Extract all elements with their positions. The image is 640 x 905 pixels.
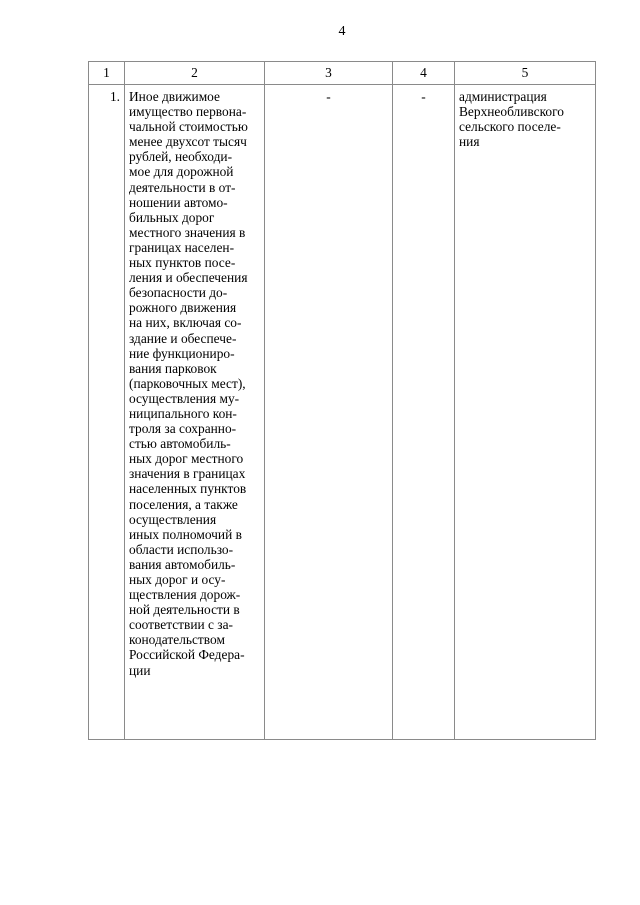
description-cell (125, 85, 265, 740)
description-line: менее двухсот тысяч (129, 134, 247, 150)
description-line: Российской Федера- (129, 647, 245, 663)
description-line: стью автомобиль- (129, 436, 231, 452)
description-line: деятельности в от- (129, 179, 236, 195)
description-line: ции (129, 662, 151, 678)
owner-line: ния (459, 134, 480, 150)
description-line: ние функциониро- (129, 345, 235, 361)
property-table (88, 61, 596, 740)
description-line: вания парковок (129, 360, 217, 376)
description-line: троля за сохранно- (129, 421, 237, 437)
description-line: ных дорог и осу- (129, 572, 226, 587)
description-line: ношении автомо- (129, 194, 228, 210)
description-line: безопасности до- (129, 285, 228, 301)
description-line: ных пунктов посе- (129, 255, 236, 271)
description-line: бильных дорог (129, 209, 215, 225)
description-line: рожного движения (129, 300, 237, 316)
column-3-cell: - (265, 85, 393, 740)
owner-line: сельского поселе- (459, 119, 561, 135)
description-line: вания автомобиль- (129, 556, 236, 572)
description-line: значения в границах (129, 466, 246, 482)
description-line: населенных пунктов (129, 481, 247, 497)
description-line: конодательством (129, 632, 225, 648)
description-line: Иное движимое (129, 89, 220, 104)
description-line: мое для дорожной (129, 164, 234, 180)
description-line: соответствии с за- (129, 617, 233, 633)
description-line: ществления дорож- (129, 587, 241, 603)
description-line: ления и обеспечения (129, 270, 248, 286)
column-header-1: 1 (89, 62, 125, 85)
description-line: имущество первона- (129, 104, 247, 120)
description-line: осуществления му- (129, 390, 240, 406)
column-4-cell: - (393, 85, 455, 740)
description-line: на них, включая со- (129, 315, 242, 331)
owner-cell (455, 85, 596, 740)
description-line: (парковочных мест), (129, 375, 246, 391)
description-line: ных дорог местного (129, 451, 244, 467)
table-row (89, 85, 596, 740)
column-header-5: 5 (455, 62, 596, 85)
description-line: границах населен- (129, 239, 235, 255)
page-number: 4 (338, 24, 346, 39)
description-line: области использо- (129, 541, 234, 557)
description-line: рублей, необходи- (129, 149, 233, 165)
description-line: поселения, а также (129, 496, 238, 512)
owner-line: администрация (459, 89, 547, 104)
description-line: чальной стоимостью (129, 119, 248, 135)
description-line: иных полномочий в (129, 526, 242, 542)
row-number-cell: 1. (89, 85, 125, 740)
column-header-3: 3 (265, 62, 393, 85)
description-line: ной деятельности в (129, 602, 240, 618)
description-line: осуществления (129, 511, 217, 527)
table-header-row (89, 62, 596, 85)
description-line: местного значения в (129, 224, 246, 240)
column-header-2: 2 (125, 62, 265, 85)
description-line: здание и обеспече- (129, 330, 237, 346)
owner-line: Верхнеобливского (459, 104, 564, 120)
column-header-4: 4 (393, 62, 455, 85)
description-line: ниципального кон- (129, 405, 237, 421)
